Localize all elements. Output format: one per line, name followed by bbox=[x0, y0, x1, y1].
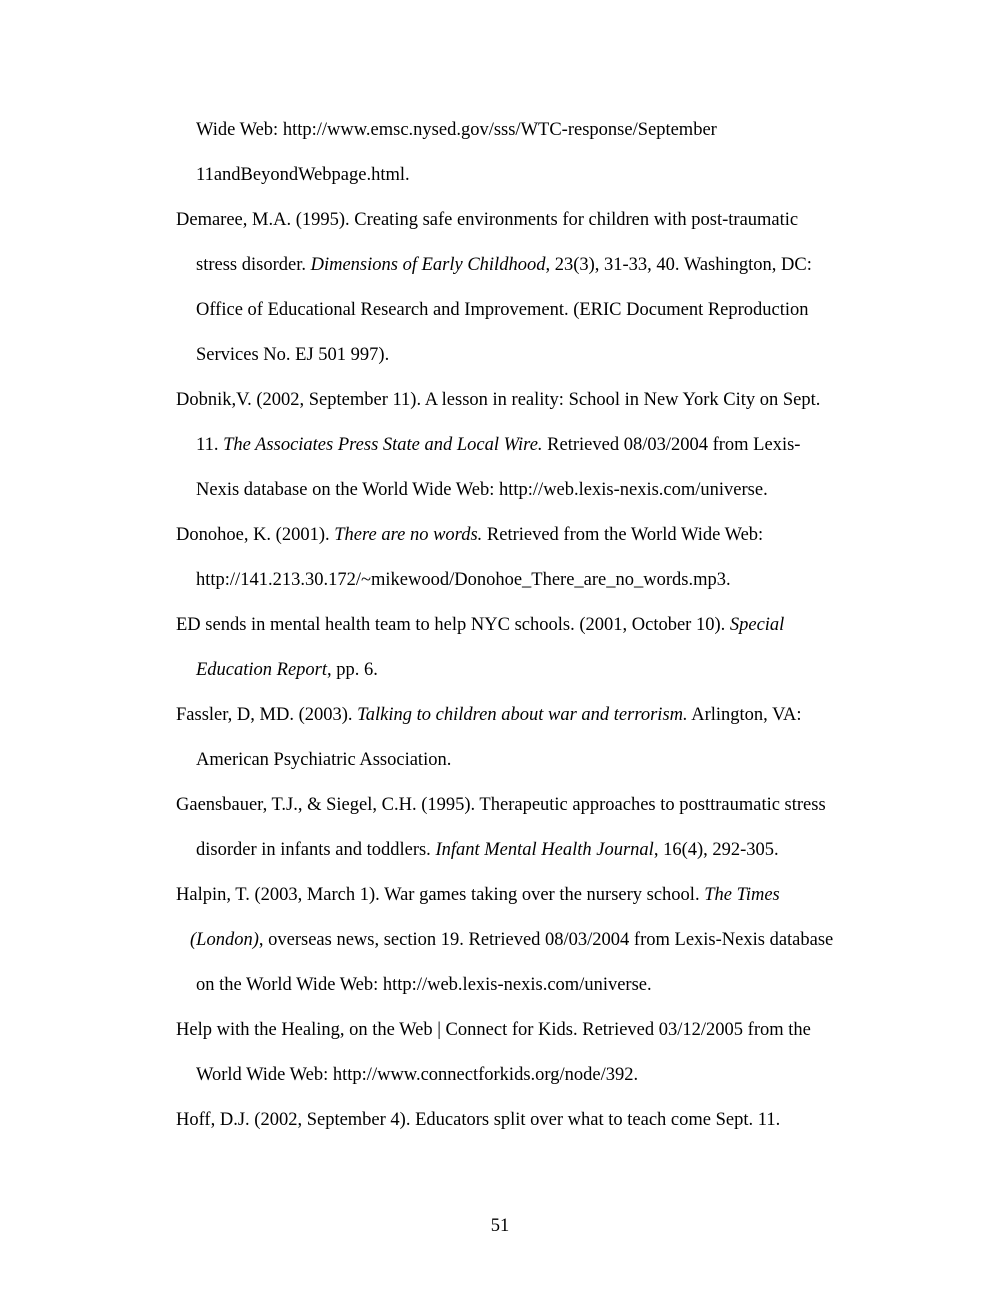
reference-entry-ed-sends: ED sends in mental health team to help NYC schools. (2001, October 10). Special bbox=[176, 615, 785, 635]
page-number: 51 bbox=[490, 1216, 510, 1236]
reference-line: 11. The Associates Press State and Local Wire. Retrieved 08/03/2004 from Lexis- bbox=[196, 435, 801, 455]
reference-entry-halpin: Halpin, T. (2003, March 1). War games taking over the nursery school. The Times bbox=[176, 885, 780, 905]
reference-line: Education Report, pp. 6. bbox=[196, 660, 378, 680]
reference-line: http://141.213.30.172/~mikewood/Donohoe_There_are_no_words.mp3. bbox=[196, 570, 731, 590]
reference-entry-fassler: Fassler, D, MD. (2003). Talking to children about war and terrorism. Arlington, VA: bbox=[176, 705, 802, 725]
reference-line: American Psychiatric Association. bbox=[196, 750, 452, 770]
reference-line: Office of Educational Research and Improvement. (ERIC Document Reproduction bbox=[196, 300, 809, 320]
reference-line: World Wide Web: http://www.connectforkids.org/node/392. bbox=[196, 1065, 639, 1085]
reference-entry-dobnik: Dobnik,V. (2002, September 11). A lesson in reality: School in New York City on Sept. bbox=[176, 390, 821, 410]
reference-line: stress disorder. Dimensions of Early Childhood, 23(3), 31-33, 40. Washington, DC: bbox=[196, 255, 812, 275]
reference-entry-gaensbauer: Gaensbauer, T.J., & Siegel, C.H. (1995). Therapeutic approaches to posttraumatic stress bbox=[176, 795, 826, 815]
reference-line: Nexis database on the World Wide Web: http://web.lexis-nexis.com/universe. bbox=[196, 480, 768, 500]
reference-line: disorder in infants and toddlers. Infant Mental Health Journal, 16(4), 292-305. bbox=[196, 840, 779, 860]
reference-line: (London), overseas news, section 19. Retrieved 08/03/2004 from Lexis-Nexis database bbox=[190, 930, 834, 950]
reference-entry-hoff: Hoff, D.J. (2002, September 4). Educators split over what to teach come Sept. 11. bbox=[176, 1110, 781, 1130]
reference-entry-help-with-healing: Help with the Healing, on the Web | Connect for Kids. Retrieved 03/12/2005 from the bbox=[176, 1020, 811, 1040]
reference-line: Wide Web: http://www.emsc.nysed.gov/sss/WTC-response/September bbox=[196, 120, 717, 140]
reference-line: 11andBeyondWebpage.html. bbox=[196, 165, 410, 185]
reference-line: Services No. EJ 501 997). bbox=[196, 345, 390, 365]
reference-line: on the World Wide Web: http://web.lexis-nexis.com/universe. bbox=[196, 975, 652, 995]
reference-entry-donohoe: Donohoe, K. (2001). There are no words. Retrieved from the World Wide Web: bbox=[176, 525, 764, 545]
reference-entry-demaree: Demaree, M.A. (1995). Creating safe environments for children with post-traumatic bbox=[176, 210, 799, 230]
